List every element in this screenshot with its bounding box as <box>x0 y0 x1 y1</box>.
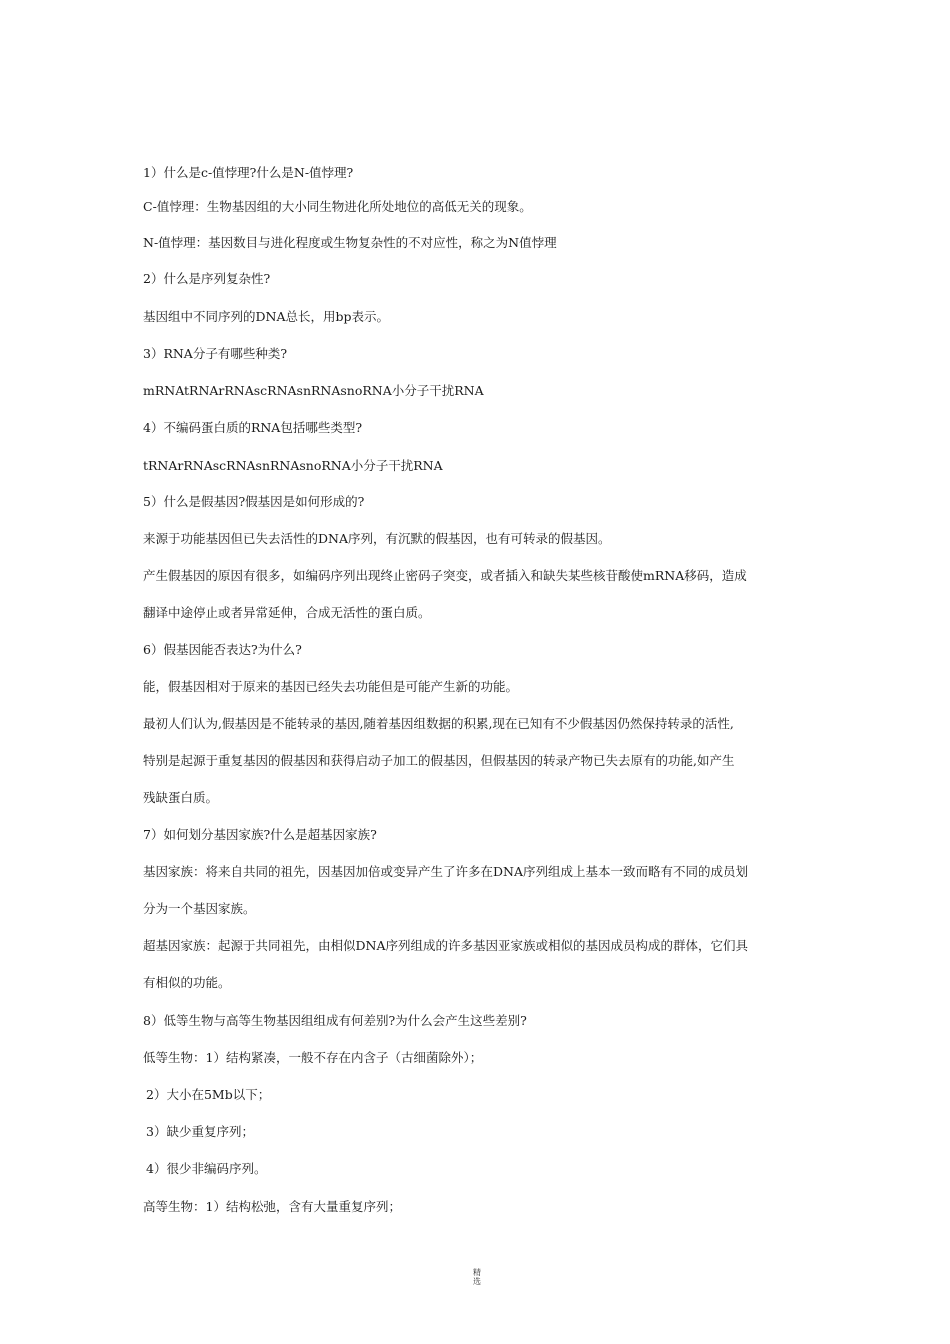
answer-line: 4）很少非编码序列。 <box>146 1161 267 1176</box>
answer-line: 基因家族：将来自共同的祖先，因基因加倍或变异产生了许多在DNA序列组成上基本一致而略有不同的成员划 <box>143 864 748 879</box>
answer-line: tRNArRNAscRNAsnRNAsnoRNA小分子干扰RNA <box>143 458 443 473</box>
answer-line: C-值悖理：生物基因组的大小同生物进化所处地位的高低无关的现象。 <box>143 199 532 214</box>
answer-line: 能，假基因相对于原来的基因已经失去功能但是可能产生新的功能。 <box>143 679 519 694</box>
answer-line: 超基因家族：起源于共同祖先，由相似DNA序列组成的许多基因亚家族或相似的基因成员构成的群体，它们具 <box>143 938 748 953</box>
page-footer: 精选 <box>473 1268 481 1286</box>
answer-line: 最初人们认为,假基因是不能转录的基因,随着基因组数据的积累,现在已知有不少假基因仍然保持转录的活性, <box>143 716 734 731</box>
answer-line: 残缺蛋白质。 <box>143 790 219 805</box>
answer-line: 基因组中不同序列的DNA总长，用bp表示。 <box>143 309 389 324</box>
question-4: 4）不编码蛋白质的RNA包括哪些类型? <box>143 420 363 435</box>
answer-line: mRNAtRNArRNAscRNAsnRNAsnoRNA小分子干扰RNA <box>143 383 484 398</box>
answer-line: 有相似的功能。 <box>143 975 231 990</box>
question-8: 8）低等生物与高等生物基因组组成有何差别?为什么会产生这些差别? <box>143 1013 527 1028</box>
answer-line: 高等生物：1）结构松弛，含有大量重复序列； <box>143 1199 401 1214</box>
question-5: 5）什么是假基因?假基因是如何形成的? <box>143 494 365 509</box>
question-6: 6）假基因能否表达?为什么? <box>143 642 302 657</box>
answer-line: 特别是起源于重复基因的假基因和获得启动子加工的假基因，但假基因的转录产物已失去原有的功能,如产生 <box>143 753 735 768</box>
answer-line: 来源于功能基因但已失去活性的DNA序列，有沉默的假基因，也有可转录的假基因。 <box>143 531 611 546</box>
answer-line: 分为一个基因家族。 <box>143 901 256 916</box>
answer-line: 翻译中途停止或者异常延伸，合成无活性的蛋白质。 <box>143 605 431 620</box>
question-1: 1）什么是c-值悖理?什么是N-值悖理? <box>143 165 354 180</box>
answer-line: 3）缺少重复序列； <box>146 1124 254 1139</box>
question-7: 7）如何划分基因家族?什么是超基因家族? <box>143 827 377 842</box>
question-2: 2）什么是序列复杂性? <box>143 271 271 286</box>
question-3: 3）RNA分子有哪些种类? <box>143 346 288 361</box>
answer-line: N-值悖理：基因数目与进化程度或生物复杂性的不对应性，称之为N值悖理 <box>143 235 557 250</box>
answer-line: 低等生物：1）结构紧凑，一般不存在内含子（古细菌除外）； <box>143 1050 483 1065</box>
answer-line: 2）大小在5Mb以下； <box>146 1087 271 1102</box>
answer-line: 产生假基因的原因有很多，如编码序列出现终止密码子突变，或者插入和缺失某些核苷酸使mRNA移码，造成 <box>143 568 747 583</box>
